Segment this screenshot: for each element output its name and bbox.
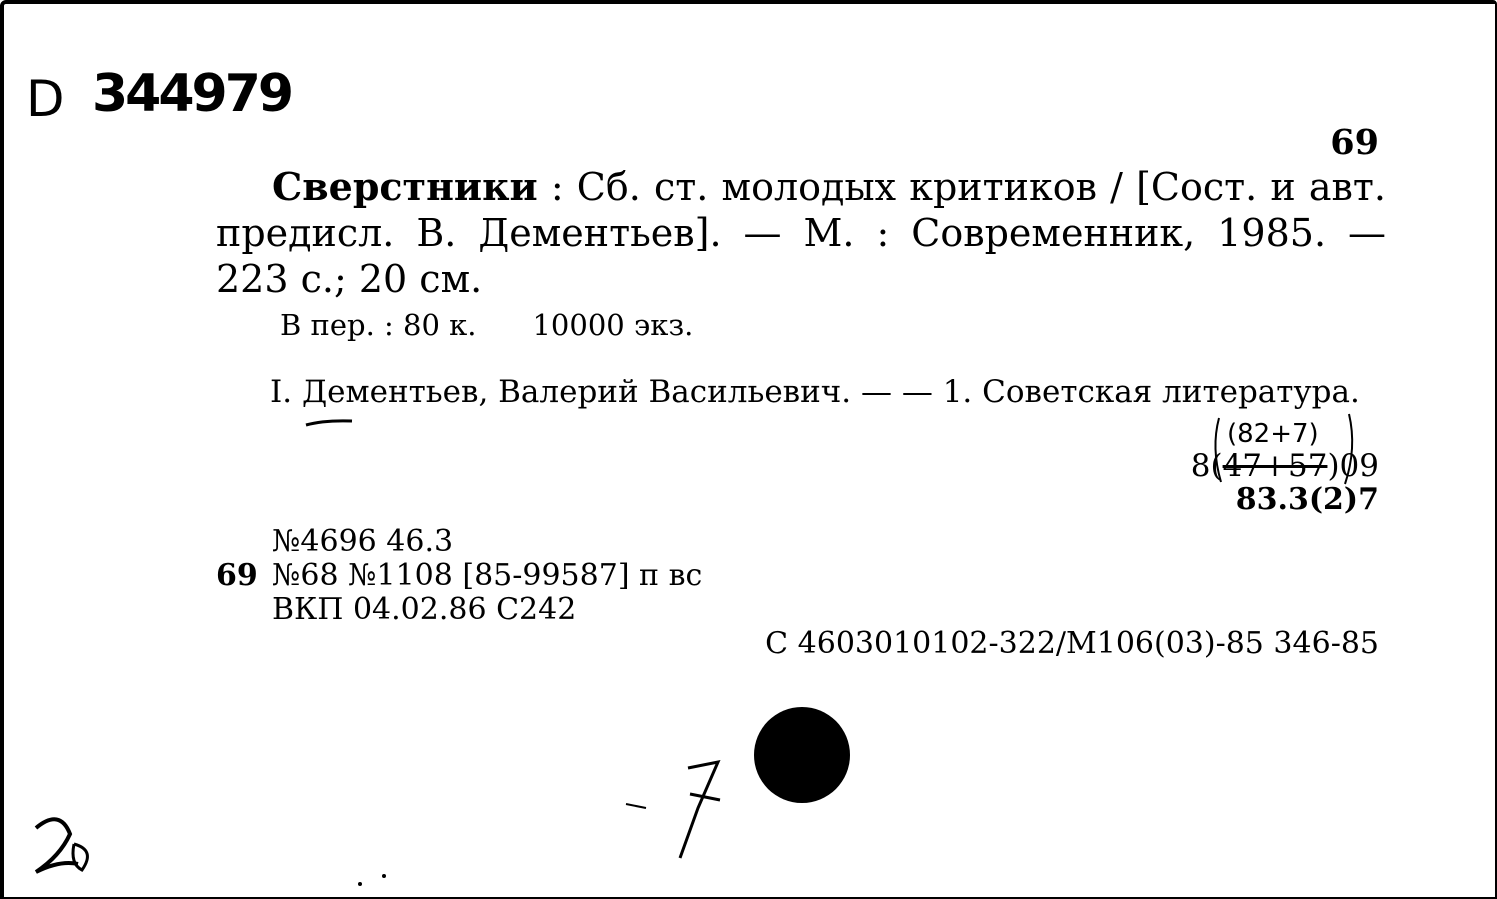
service-line-3: ВКП 04.02.86 С242 — [272, 592, 577, 627]
book-title: Сверстники — [272, 164, 538, 209]
isbn-line: С 4603010102-322/М106(03)-85 346-85 — [765, 626, 1379, 661]
service-line-2: №68 №1108 [85-99587] п вс — [272, 558, 703, 593]
print-run: 10000 экз. — [532, 308, 694, 342]
punch-hole — [754, 707, 850, 803]
accession-number: 344979 — [92, 64, 292, 124]
class-code-top: 69 — [1330, 122, 1379, 163]
handwritten-two-text: 2 — [30, 814, 31, 815]
handwritten-seven-text: 7 — [624, 752, 625, 753]
class-number-suffix: )09 — [1327, 448, 1379, 484]
description-text: : Сб. ст. молодых критиков / [Сост. и авт. предисл. В. Дементьев]. — М. : Современник, 1985. — 223 с.; 20 см. — [216, 165, 1386, 301]
price-line — [280, 308, 693, 342]
bibliographic-description — [216, 164, 1386, 302]
handwritten-class-text: (82+7) — [1227, 419, 1319, 449]
class-number-struck: 47+57 — [1222, 448, 1328, 484]
handwritten-two — [30, 814, 100, 878]
handwritten-underline — [304, 418, 354, 428]
class-number-prefix: 8( — [1190, 448, 1223, 484]
handwritten-seven — [624, 752, 734, 862]
tracings: I. Дементьев, Валерий Васильевич. — — 1. Советская литература. — [270, 374, 1360, 410]
class-number — [1191, 448, 1379, 484]
accession-prefix: D — [26, 70, 65, 128]
service-code: 69 — [216, 558, 258, 593]
service-line-1: №4696 46.3 — [272, 524, 454, 559]
class-number-2: 83.3(2)7 — [1235, 482, 1379, 517]
stray-marks — [354, 870, 394, 890]
price: В пер. : 80 к. — [280, 308, 477, 342]
